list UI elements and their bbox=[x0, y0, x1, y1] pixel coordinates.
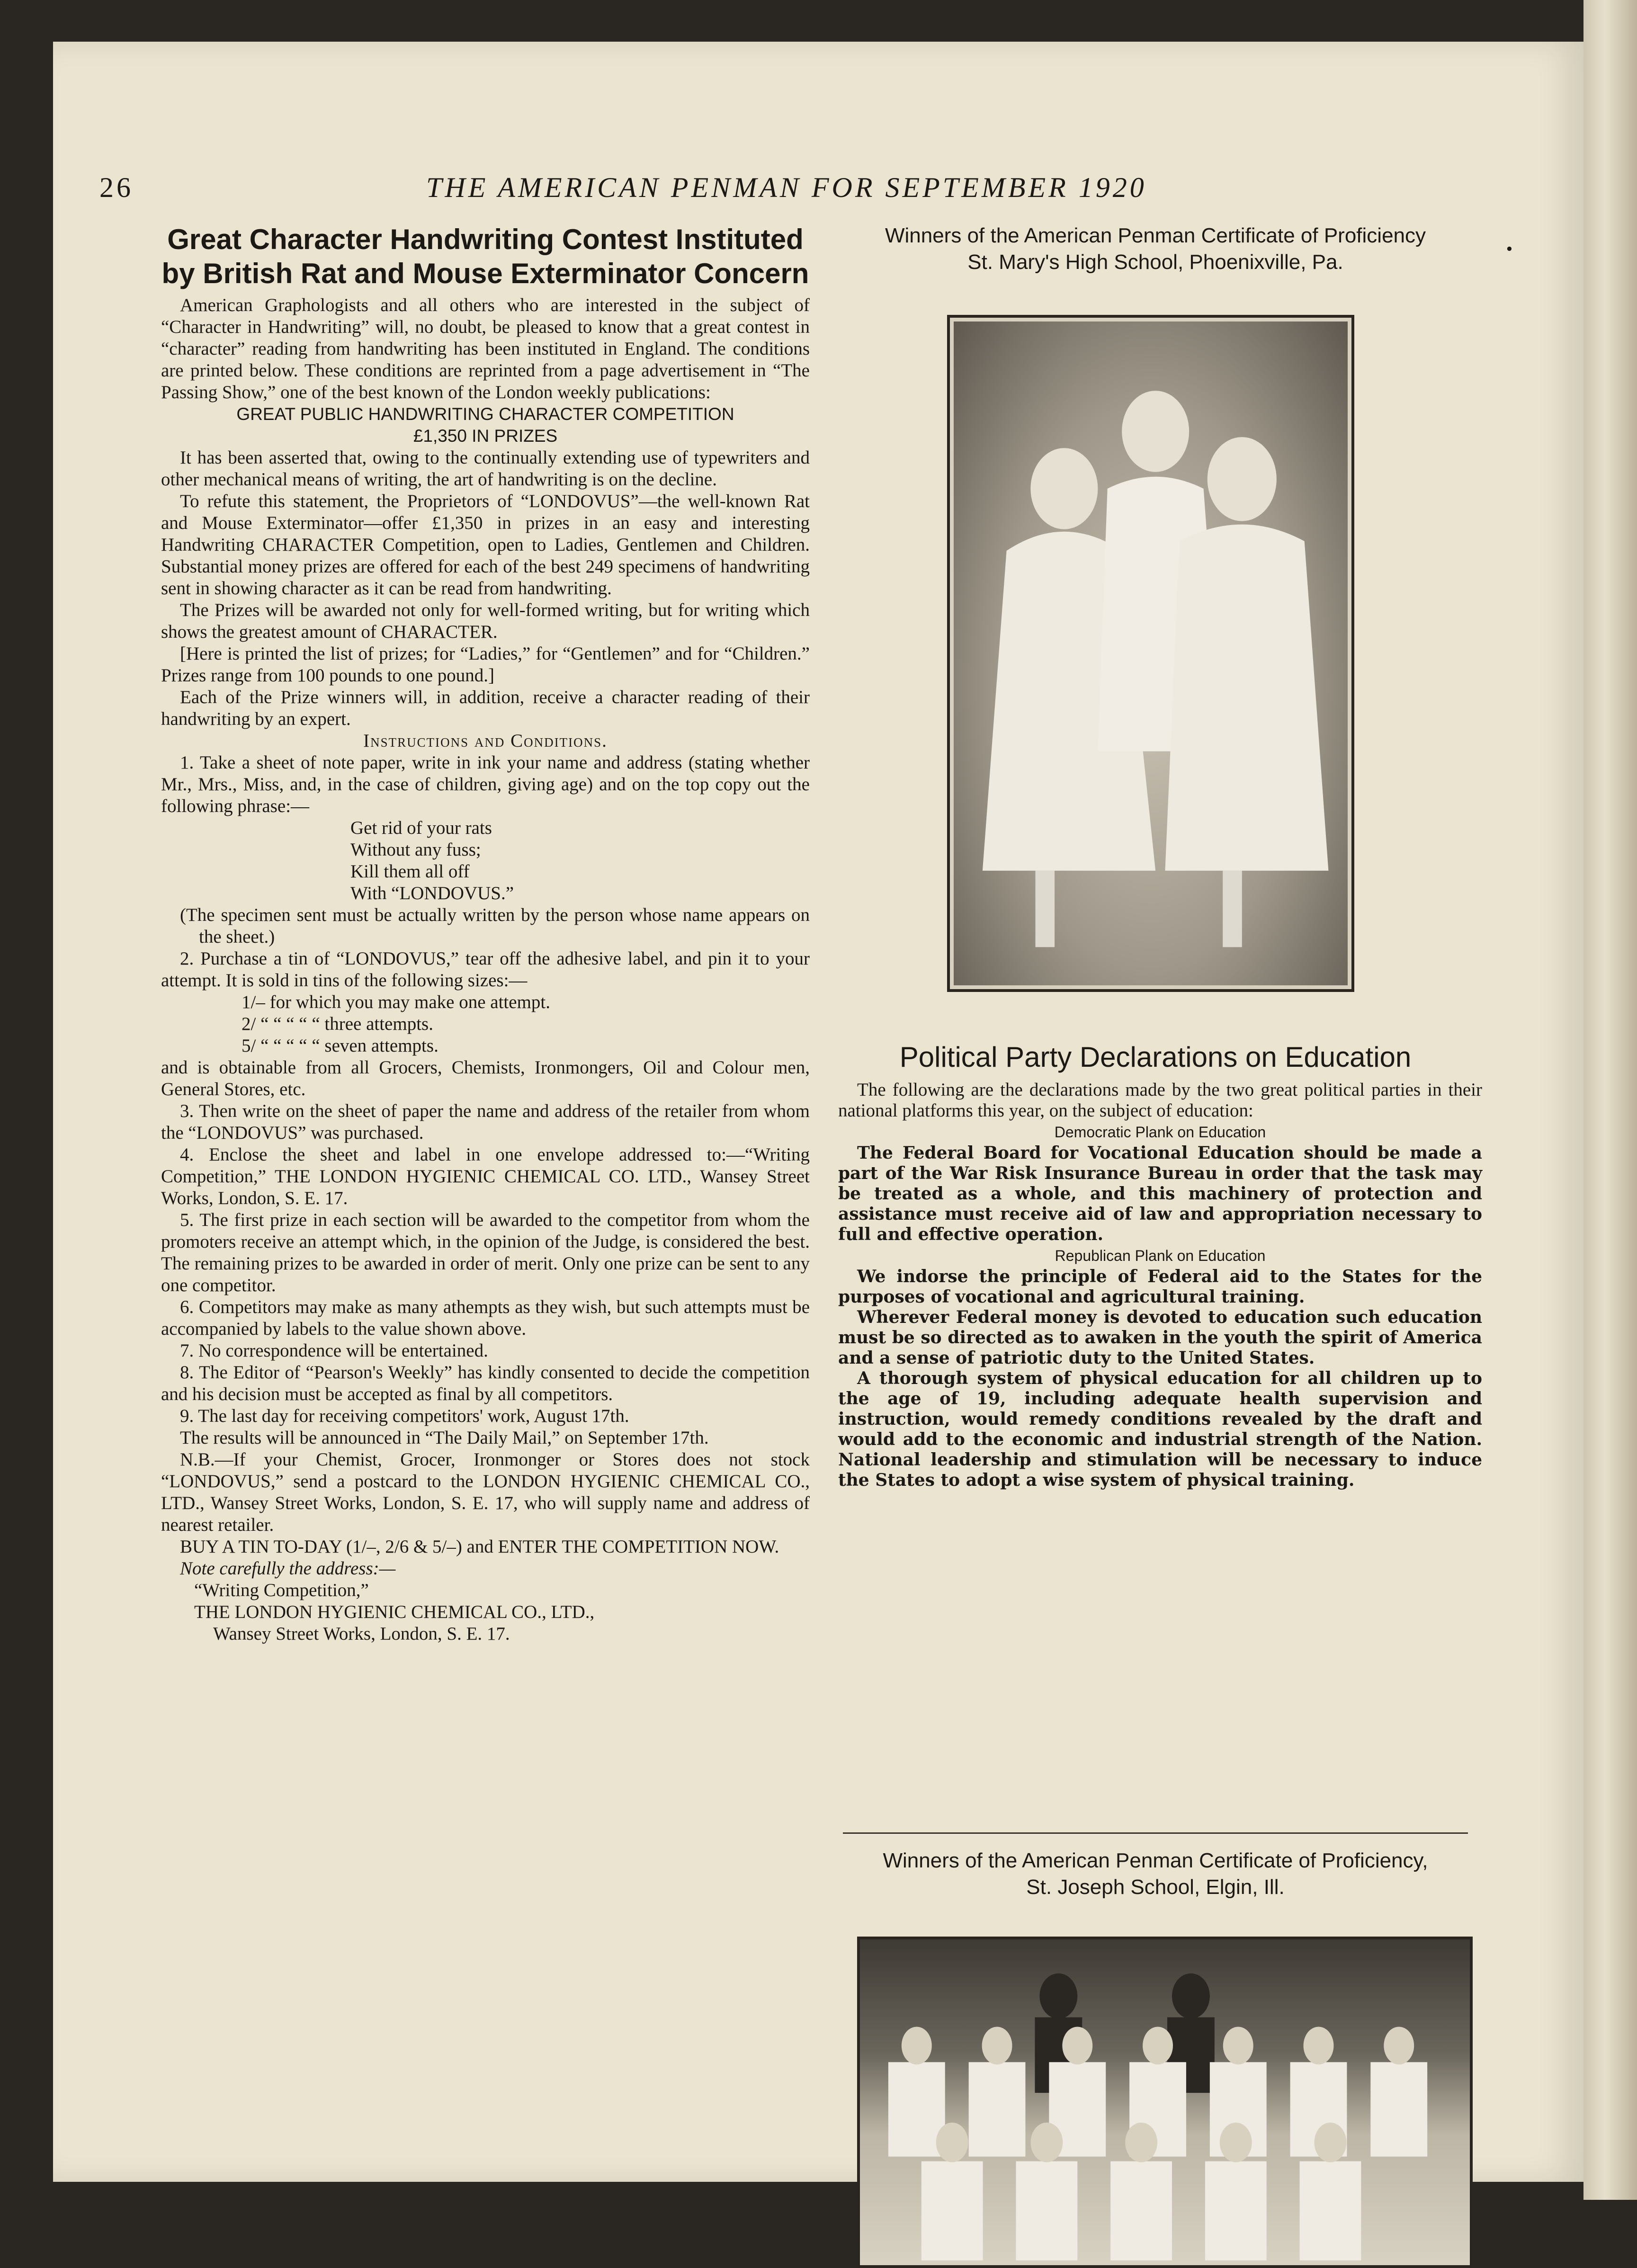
rule-1: 1. Take a sheet of note paper, write in ink your name and address (stating whether Mr., Mrs., Miss, and, in the case of children, giving age) and on the top copy out the following phrase:— bbox=[161, 752, 810, 816]
rule-4: 4. Enclose the sheet and label in one envelope addressed to:—“Writing Competition,” THE LONDON HYGIENIC CHEMICAL CO. LTD., Wansey Street Works, London, S. E. 17. bbox=[161, 1144, 810, 1208]
photo-caption-top bbox=[824, 223, 1487, 276]
democratic-plank-heading: Democratic Plank on Education bbox=[1054, 1124, 1266, 1141]
prizes-heading: £1,350 IN PRIZES bbox=[413, 426, 558, 446]
verse-line: With “LONDOVUS.” bbox=[350, 883, 514, 903]
tin-size: 5/ “ “ “ “ “ seven attempts. bbox=[242, 1036, 438, 1056]
section-title-political: Political Party Declarations on Education bbox=[899, 1041, 1412, 1073]
margin-mark: • bbox=[1505, 240, 1514, 258]
caption-line: Winners of the American Penman Certificate of Proficiency, bbox=[883, 1849, 1428, 1872]
republican-plank-heading: Republican Plank on Education bbox=[1055, 1247, 1266, 1264]
paragraph: The Prizes will be awarded not only for well-formed writing, but for writing which shows the greatest amount of CHARACTER. bbox=[161, 600, 810, 642]
paragraph: To refute this statement, the Proprietors of “LONDOVUS”—the well-known Rat and Mouse Exterminator—offer £1,350 in prizes in an easy and interesting Handwriting CHARACTER Competition, open to Ladies, Gentlemen and Children. Substantial money prizes are offered for each of the best 249 specimens of handwriting sent in showing character as it can be read from handwriting. bbox=[161, 491, 810, 598]
results-note: The results will be announced in “The Daily Mail,” on September 17th. bbox=[180, 1428, 709, 1448]
paragraph: It has been asserted that, owing to the continually extending use of typewriters and other mechanical means of writing, the art of handwriting is on the decline. bbox=[161, 447, 810, 490]
photo-image bbox=[954, 321, 1348, 985]
rule-2: 2. Purchase a tin of “LONDOVUS,” tear off the adhesive label, and pin it to your attempt. It is sold in tins of the following sizes:— bbox=[161, 948, 810, 991]
left-column-article bbox=[161, 223, 810, 1645]
paragraph: Each of the Prize winners will, in addition, receive a character reading of their handwriting by an expert. bbox=[161, 687, 810, 729]
verse-line: Kill them all off bbox=[350, 861, 470, 882]
republican-plank-text: We indorse the principle of Federal aid to the States for the purposes of vocational and agricultural training. bbox=[838, 1267, 1482, 1307]
tin-size: 2/ “ “ “ “ “ three attempts. bbox=[242, 1014, 433, 1034]
republican-plank-text: A thorough system of physical education for all children up to the age of 19, including adequate health supervision and instruction, would remedy conditions revealed by the draft and would add to the economic and industrial strength of the Nation. National leadership and stimulation will be necessary to induce the States to adopt a wise system of physical training. bbox=[838, 1368, 1482, 1490]
section-divider bbox=[843, 1832, 1468, 1834]
verse-line: Get rid of your rats bbox=[350, 818, 492, 838]
photo-figures bbox=[860, 1939, 1470, 2265]
rule-9: 9. The last day for receiving competitors' work, August 17th. bbox=[180, 1406, 629, 1426]
rule-3: 3. Then write on the sheet of paper the name and address of the retailer from whom the “LONDOVUS” was purchased. bbox=[161, 1101, 810, 1143]
rule-7: 7. No correspondence will be entertained. bbox=[180, 1340, 488, 1361]
caption-line: St. Mary's High School, Phoenixville, Pa. bbox=[967, 250, 1343, 274]
article-intro: American Graphologists and all others who are interested in the subject of “Character in Handwriting” will, no doubt, be pleased to know that a great contest in “character” reading from handwriting has been instituted in England. The conditions are printed below. These conditions are reprinted from a page advertisement in “The Passing Show,” one of the best known of the London weekly publications: bbox=[161, 295, 810, 402]
running-title: THE AMERICAN PENMAN FOR SEPTEMBER 1920 bbox=[426, 172, 1147, 203]
running-header bbox=[99, 171, 1226, 209]
address-line: THE LONDON HYGIENIC CHEMICAL CO., LTD., bbox=[194, 1602, 595, 1622]
address-line: “Writing Competition,” bbox=[194, 1580, 369, 1600]
address-line: Wansey Street Works, London, S. E. 17. bbox=[213, 1624, 510, 1644]
rule-6: 6. Competitors may make as many athempts as they wish, but such attempts must be accompanied by labels to the value shown above. bbox=[161, 1297, 810, 1339]
photo-figures bbox=[954, 321, 1348, 985]
page-number: 26 bbox=[99, 172, 134, 203]
photo-caption-bottom bbox=[824, 1848, 1487, 1901]
tin-size: 1/– for which you may make one attempt. bbox=[242, 992, 550, 1012]
address-note: Note carefully the address:— bbox=[180, 1558, 396, 1579]
rule-1-note: (The specimen sent must be actually written by the person whose name appears on the sheet.) bbox=[180, 905, 810, 947]
buy-callout: BUY A TIN TO-DAY (1/–, 2/6 & 5/–) and ENTER THE COMPETITION NOW. bbox=[180, 1536, 779, 1557]
rule-5: 5. The first prize in each section will be awarded to the competitor from whom the promoters receive an attempt which, in the opinion of the Judge, is considered the best. The remaining prizes to be awarded in order of merit. Only one prize can be sent to any one competitor. bbox=[161, 1210, 810, 1295]
caption-line: Winners of the American Penman Certificate of Proficiency bbox=[885, 224, 1426, 247]
caption-line: St. Joseph School, Elgin, Ill. bbox=[1026, 1875, 1285, 1899]
paragraph: [Here is printed the list of prizes; for “Ladies,” for “Gentlemen” and for “Children.” Prizes range from 100 pounds to one pound.] bbox=[161, 643, 810, 686]
verse-line: Without any fuss; bbox=[350, 839, 481, 860]
instructions-heading: Instructions and Conditions. bbox=[363, 731, 608, 751]
democratic-plank-text: The Federal Board for Vocational Education should be made a part of the War Risk Insurance Bureau in order that the task may be treated as a whole, and this machinery of protection and assistance must receive aid of law and appropriation necessary to full and effective operation. bbox=[838, 1143, 1482, 1244]
article-title: Great Character Handwriting Contest Instituted by British Rat and Mouse Exterminator Concern bbox=[161, 223, 809, 289]
photo-class-group bbox=[857, 1937, 1473, 2268]
rule-2-continued: and is obtainable from all Grocers, Chemists, Ironmongers, Oil and Colour men, General Stores, etc. bbox=[161, 1057, 810, 1099]
nb-note: N.B.—If your Chemist, Grocer, Ironmonger or Stores does not stock “LONDOVUS,” send a postcard to the LONDON HYGIENIC CHEMICAL CO., LTD., Wansey Street Works, London, S. E. 17, who will supply name and address of nearest retailer. bbox=[161, 1449, 810, 1535]
political-intro: The following are the declarations made by the two great political parties in their national platforms this year, on the subject of education: bbox=[838, 1080, 1482, 1121]
photo-three-graduates bbox=[947, 315, 1354, 992]
competition-heading: GREAT PUBLIC HANDWRITING CHARACTER COMPETITION bbox=[236, 404, 734, 424]
book-spine-edge bbox=[1583, 0, 1637, 2200]
republican-plank-text: Wherever Federal money is devoted to education such education must be so directed as to awaken in the youth the spirit of America and a sense of patriotic duty to the United States. bbox=[838, 1307, 1482, 1368]
rule-8: 8. The Editor of “Pearson's Weekly” has kindly consented to decide the competition and his decision must be accepted as final by all competitors. bbox=[161, 1362, 810, 1404]
political-declarations bbox=[838, 1080, 1482, 1491]
right-column bbox=[824, 223, 1487, 1899]
